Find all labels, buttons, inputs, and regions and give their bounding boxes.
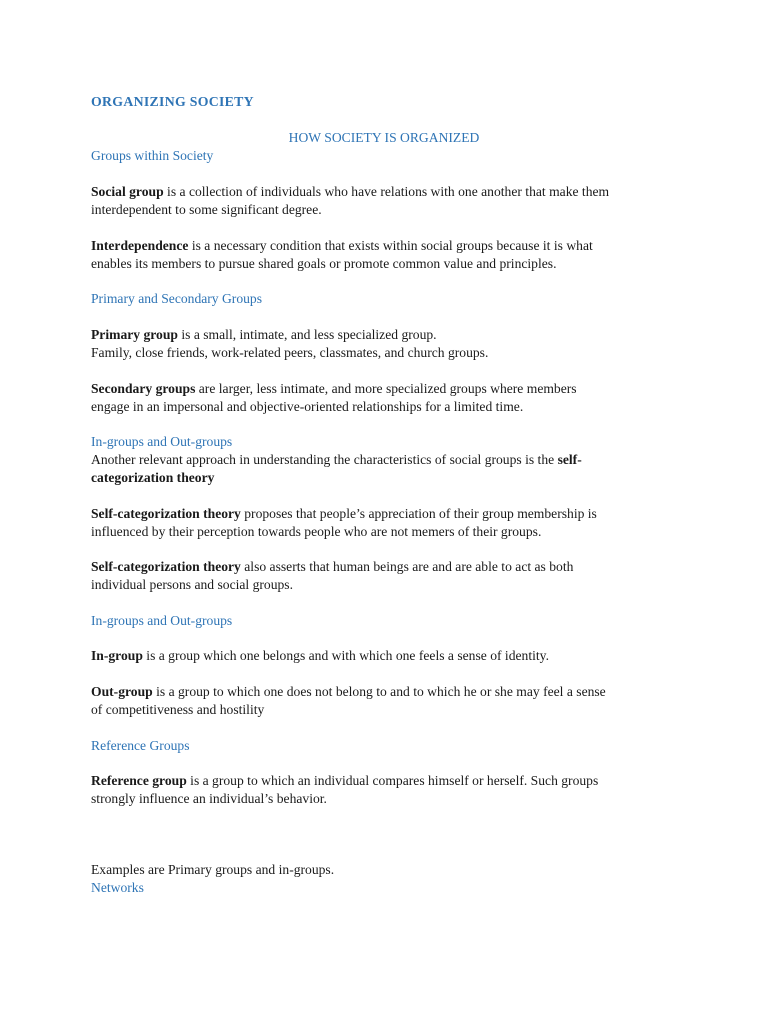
- primary-group-line2: Family, close friends, work-related peers, classmates, and church groups.: [91, 345, 489, 360]
- sct1-line1: Self-categorization theory proposes that people’s appreciation of their group membership is: [91, 506, 597, 521]
- in-group-line1: In-group is a group which one belongs and with which one feels a sense of identity.: [91, 648, 549, 663]
- primary-group-line1: Primary group is a small, intimate, and less specialized group.: [91, 327, 437, 342]
- document-subtitle: HOW SOCIETY IS ORGANIZED: [288, 130, 480, 145]
- social-group-line1: Social group is a collection of individuals who have relations with one another that make them: [91, 184, 610, 199]
- document-title: ORGANIZING SOCIETY: [91, 94, 254, 109]
- approach-line2: [91, 469, 214, 487]
- in-group-term: In-group: [91, 648, 143, 663]
- heading-groups-within-society: Groups within Society: [91, 148, 214, 163]
- sct2-term: Self-categorization theory: [91, 559, 241, 574]
- reference-group-term: Reference group: [91, 773, 187, 788]
- reference-group-line1: Reference group is a group to which an individual compares himself or herself. Such groups: [91, 773, 599, 788]
- social-group-line2: interdependent to some significant degree.: [91, 202, 322, 217]
- heading-networks: Networks: [91, 880, 144, 895]
- primary-group-term: Primary group: [91, 327, 178, 342]
- approach-line1: Another relevant approach in understanding the characteristics of social groups is the self-: [91, 452, 582, 467]
- sct2-line2: individual persons and social groups.: [91, 577, 293, 592]
- self-term-part2: categorization theory: [91, 470, 215, 485]
- sct1-term: Self-categorization theory: [91, 506, 241, 521]
- secondary-groups-line1: Secondary groups are larger, less intimate, and more specialized groups where members: [91, 381, 577, 396]
- out-group-term: Out-group: [91, 684, 153, 699]
- social-group-term: Social group: [91, 184, 164, 199]
- heading-in-out-groups-2: In-groups and Out-groups: [91, 613, 233, 628]
- self-term-part1: self-: [557, 452, 582, 467]
- out-group-line1: Out-group is a group to which one does not belong to and to which he or she may feel a sense: [91, 684, 606, 699]
- reference-group-line2: strongly influence an individual’s behavior.: [91, 791, 327, 806]
- heading-in-out-groups-1: In-groups and Out-groups: [91, 434, 233, 449]
- secondary-groups-line2: engage in an impersonal and objective-oriented relationships for a limited time.: [91, 399, 524, 414]
- interdependence-line2: enables its members to pursue shared goals or promote common value and principles.: [91, 256, 557, 271]
- interdependence-line1: Interdependence is a necessary condition that exists within social groups because it is what: [91, 238, 593, 253]
- heading-primary-secondary: Primary and Secondary Groups: [91, 291, 263, 306]
- interdependence-term: Interdependence: [91, 238, 189, 253]
- heading-reference-groups: Reference Groups: [91, 738, 190, 753]
- secondary-groups-term: Secondary groups: [91, 381, 196, 396]
- examples-line: Examples are Primary groups and in-groups.: [91, 862, 335, 877]
- sct2-line1: Self-categorization theory also asserts that human beings are and are able to act as both: [91, 559, 574, 574]
- out-group-line2: of competitiveness and hostility: [91, 702, 265, 717]
- sct1-line2: influenced by their perception towards people who are not memers of their groups.: [91, 524, 542, 539]
